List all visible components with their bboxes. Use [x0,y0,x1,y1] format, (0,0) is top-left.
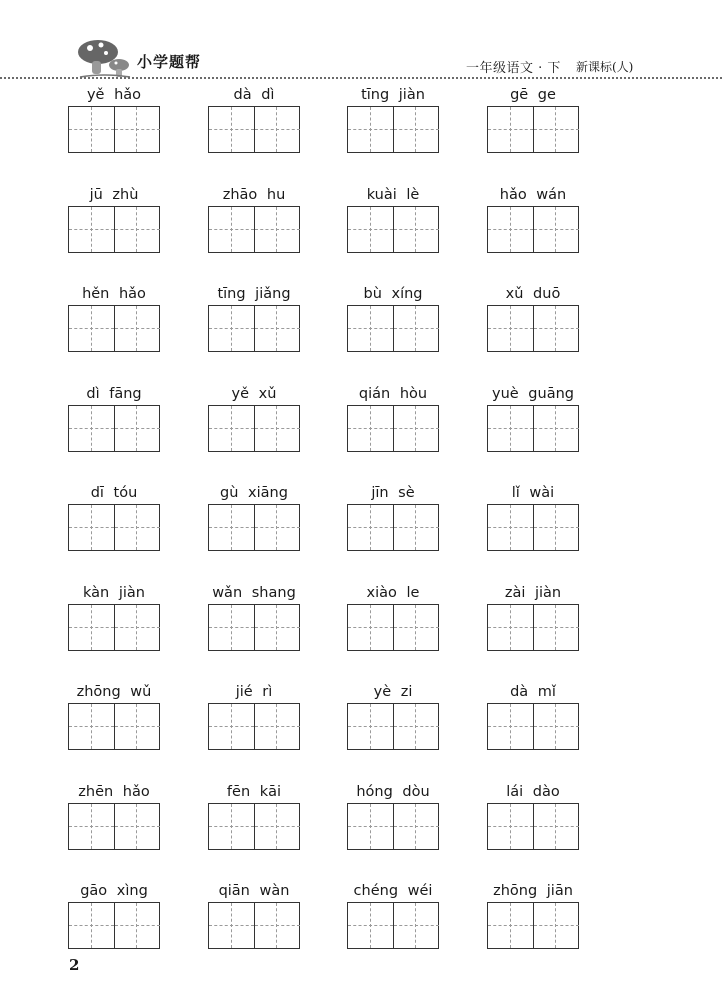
writing-box[interactable] [487,206,579,253]
pinyin-label: gù xiāng [220,485,288,501]
tian-zi-cell[interactable] [348,107,393,152]
writing-box[interactable] [68,803,160,850]
guide-line-horizontal [115,328,160,329]
pinyin-label: xiào le [366,584,420,601]
guide-line-horizontal [115,527,160,528]
word-item [487,279,579,355]
header-divider [0,77,722,79]
tian-zi-cell[interactable] [533,605,578,650]
writing-box[interactable] [347,604,439,651]
tian-zi-cell[interactable] [209,704,254,749]
word-item [487,478,579,554]
pinyin-label: tīng jiǎng [217,286,291,302]
word-item [208,180,300,256]
writing-box[interactable] [68,206,160,253]
word-item [68,777,160,853]
tian-zi-cell[interactable] [209,406,254,451]
guide-line-horizontal [255,328,300,329]
pinyin-label: lǐ wài [511,485,555,501]
word-item [487,80,579,156]
pinyin-label: xǔ duō [505,286,561,302]
guide-line-horizontal [255,129,300,130]
guide-line-horizontal [488,328,533,329]
pinyin-label: qiān wàn [218,883,290,899]
tian-zi-cell[interactable] [348,207,393,252]
writing-box[interactable] [347,206,439,253]
pinyin-label: gāo xìng [80,883,148,899]
tian-zi-cell[interactable] [393,505,438,550]
tian-zi-cell[interactable] [348,406,393,451]
word-item [347,478,439,554]
guide-line-horizontal [69,229,114,230]
guide-line-horizontal [69,428,114,429]
guide-line-horizontal [209,527,254,528]
guide-line-horizontal [394,925,439,926]
guide-line-horizontal [394,627,439,628]
writing-box[interactable] [208,106,300,153]
pinyin-label: hǎo wán [499,186,567,203]
word-item [68,279,160,355]
guide-line-horizontal [348,527,393,528]
word-item [487,677,579,753]
tian-zi-cell[interactable] [209,903,254,948]
grade-label: 一年级语文 · 下 [466,61,561,76]
guide-line-horizontal [115,627,160,628]
pinyin-label: fēn kāi [226,783,282,800]
guide-line-horizontal [209,726,254,727]
tian-zi-cell[interactable] [209,306,254,351]
word-item [347,379,439,455]
tian-zi-cell[interactable] [114,107,159,152]
tian-zi-cell[interactable] [69,804,114,849]
guide-line-horizontal [394,428,439,429]
guide-line-horizontal [255,925,300,926]
guide-line-horizontal [394,826,439,827]
tian-zi-cell[interactable] [69,306,114,351]
pinyin-label: lái dào [506,783,560,800]
tian-zi-cell[interactable] [114,903,159,948]
guide-line-horizontal [348,229,393,230]
writing-box[interactable] [487,803,579,850]
pinyin-label: gē ge [510,87,556,103]
guide-line-horizontal [115,428,160,429]
tian-zi-cell[interactable] [393,605,438,650]
guide-line-horizontal [534,428,579,429]
guide-line-horizontal [488,428,533,429]
tian-zi-cell[interactable] [114,306,159,351]
guide-line-horizontal [209,129,254,130]
guide-line-horizontal [534,527,579,528]
writing-box[interactable] [487,405,579,452]
writing-box[interactable] [487,504,579,551]
tian-zi-cell[interactable] [69,505,114,550]
guide-line-horizontal [348,129,393,130]
tian-zi-cell[interactable] [488,207,533,252]
writing-box[interactable] [208,902,300,949]
guide-line-horizontal [534,229,579,230]
page-header [0,0,722,80]
tian-zi-cell[interactable] [254,903,299,948]
word-item [68,180,160,256]
writing-box[interactable] [208,803,300,850]
guide-line-horizontal [69,527,114,528]
tian-zi-cell[interactable] [254,804,299,849]
writing-box[interactable] [208,703,300,750]
word-item [68,677,160,753]
guide-line-horizontal [348,726,393,727]
word-item [487,180,579,256]
guide-line-horizontal [534,925,579,926]
pinyin-label: bù xíng [363,286,423,302]
word-item [487,379,579,455]
guide-line-horizontal [394,328,439,329]
word-item [68,578,160,654]
edition-label: 新课标(人) [576,60,634,74]
guide-line-horizontal [255,726,300,727]
guide-line-horizontal [209,229,254,230]
writing-box[interactable] [487,703,579,750]
tian-zi-cell[interactable] [209,107,254,152]
writing-box[interactable] [68,703,160,750]
pinyin-label: dī tóu [90,485,138,501]
guide-line-horizontal [69,826,114,827]
writing-box[interactable] [347,305,439,352]
word-item [208,677,300,753]
guide-line-horizontal [69,129,114,130]
guide-line-horizontal [348,428,393,429]
guide-line-horizontal [115,826,160,827]
guide-line-horizontal [115,129,160,130]
tian-zi-cell[interactable] [533,107,578,152]
word-item [68,379,160,455]
writing-box[interactable] [208,305,300,352]
guide-line-horizontal [534,627,579,628]
word-item [347,279,439,355]
pinyin-label: zhōng wǔ [76,684,152,700]
pinyin-label: yě hǎo [86,87,142,103]
writing-box[interactable] [68,405,160,452]
guide-line-horizontal [394,726,439,727]
mushroom-icon [76,36,132,80]
brand-title: 小学题帮 [137,53,202,71]
tian-zi-cell[interactable] [69,704,114,749]
writing-box[interactable] [347,106,439,153]
tian-zi-cell[interactable] [533,804,578,849]
writing-box[interactable] [208,206,300,253]
guide-line-horizontal [115,726,160,727]
tian-zi-cell[interactable] [393,406,438,451]
word-item [347,80,439,156]
pinyin-label: dà dì [233,87,275,103]
guide-line-horizontal [209,328,254,329]
writing-box[interactable] [347,803,439,850]
word-item [347,876,439,952]
tian-zi-cell[interactable] [114,605,159,650]
writing-box[interactable] [487,604,579,651]
word-item [487,876,579,952]
guide-line-horizontal [348,826,393,827]
tian-zi-cell[interactable] [393,107,438,152]
guide-line-horizontal [69,627,114,628]
writing-box[interactable] [208,604,300,651]
guide-line-horizontal [115,925,160,926]
writing-box[interactable] [487,902,579,949]
tian-zi-cell[interactable] [533,306,578,351]
tian-zi-cell[interactable] [488,406,533,451]
guide-line-horizontal [255,229,300,230]
writing-box[interactable] [68,902,160,949]
tian-zi-cell[interactable] [488,704,533,749]
pinyin-label: zhāo hu [222,186,286,203]
tian-zi-cell[interactable] [393,804,438,849]
tian-zi-cell[interactable] [348,306,393,351]
guide-line-horizontal [394,527,439,528]
guide-line-horizontal [209,826,254,827]
tian-zi-cell[interactable] [488,306,533,351]
word-item [68,80,160,156]
guide-line-horizontal [209,925,254,926]
word-item [487,578,579,654]
tian-zi-cell[interactable] [69,207,114,252]
tian-zi-cell[interactable] [114,505,159,550]
word-item [208,578,300,654]
guide-line-horizontal [255,527,300,528]
tian-zi-cell[interactable] [69,406,114,451]
tian-zi-cell[interactable] [114,406,159,451]
tian-zi-cell[interactable] [533,903,578,948]
pinyin-label: jīn sè [371,485,415,501]
writing-box[interactable] [347,902,439,949]
word-item [68,876,160,952]
word-item [68,478,160,554]
writing-box[interactable] [68,106,160,153]
tian-zi-cell[interactable] [254,207,299,252]
word-item [208,379,300,455]
tian-zi-cell[interactable] [114,207,159,252]
tian-zi-cell[interactable] [533,505,578,550]
word-item [208,279,300,355]
guide-line-horizontal [488,826,533,827]
tian-zi-cell[interactable] [488,505,533,550]
guide-line-horizontal [534,328,579,329]
tian-zi-cell[interactable] [209,505,254,550]
guide-line-horizontal [394,129,439,130]
guide-line-horizontal [488,229,533,230]
writing-box[interactable] [487,305,579,352]
guide-line-horizontal [488,925,533,926]
guide-line-horizontal [69,328,114,329]
pinyin-label: zhēn hǎo [78,783,150,800]
tian-zi-cell[interactable] [69,605,114,650]
word-item [347,180,439,256]
word-item [208,777,300,853]
guide-line-horizontal [534,726,579,727]
writing-box[interactable] [208,405,300,452]
pinyin-label: chéng wéi [353,883,433,899]
pinyin-label: dì fāng [86,385,142,402]
tian-zi-cell[interactable] [393,704,438,749]
guide-line-horizontal [255,428,300,429]
tian-zi-cell[interactable] [393,207,438,252]
pinyin-label: jié rì [235,684,273,700]
tian-zi-cell[interactable] [348,505,393,550]
guide-line-horizontal [115,229,160,230]
pinyin-label: yuè guāng [492,385,574,402]
tian-zi-cell[interactable] [348,804,393,849]
tian-zi-cell[interactable] [209,605,254,650]
guide-line-horizontal [534,826,579,827]
page-number: 2 [69,956,80,974]
word-item [487,777,579,853]
tian-zi-cell[interactable] [69,107,114,152]
tian-zi-cell[interactable] [254,605,299,650]
tian-zi-cell[interactable] [393,306,438,351]
tian-zi-cell[interactable] [488,804,533,849]
word-item [347,777,439,853]
word-item [208,478,300,554]
pinyin-label: yě xǔ [231,385,277,402]
tian-zi-cell[interactable] [488,903,533,948]
writing-box[interactable] [347,405,439,452]
pinyin-label: hóng dòu [356,783,430,800]
pinyin-label: hěn hǎo [82,286,146,302]
guide-line-horizontal [488,627,533,628]
writing-box[interactable] [68,305,160,352]
guide-line-horizontal [348,627,393,628]
tian-zi-cell[interactable] [254,306,299,351]
writing-practice-grid [0,80,722,960]
pinyin-label: kuài lè [366,186,420,203]
guide-line-horizontal [488,726,533,727]
guide-line-horizontal [255,826,300,827]
guide-line-horizontal [488,527,533,528]
word-item [347,578,439,654]
word-item [208,80,300,156]
word-item [208,876,300,952]
guide-line-horizontal [255,627,300,628]
pinyin-label: jū zhù [89,186,139,203]
pinyin-label: qián hòu [358,385,428,402]
tian-zi-cell[interactable] [533,406,578,451]
tian-zi-cell[interactable] [533,207,578,252]
guide-line-horizontal [209,627,254,628]
guide-line-horizontal [488,129,533,130]
tian-zi-cell[interactable] [254,704,299,749]
tian-zi-cell[interactable] [348,704,393,749]
tian-zi-cell[interactable] [533,704,578,749]
tian-zi-cell[interactable] [488,605,533,650]
writing-box[interactable] [347,504,439,551]
tian-zi-cell[interactable] [393,903,438,948]
writing-box[interactable] [68,604,160,651]
word-item [347,677,439,753]
tian-zi-cell[interactable] [254,406,299,451]
guide-line-horizontal [394,229,439,230]
guide-line-horizontal [69,726,114,727]
tian-zi-cell[interactable] [209,207,254,252]
guide-line-horizontal [209,428,254,429]
pinyin-label: zhōng jiān [493,883,573,899]
tian-zi-cell[interactable] [69,903,114,948]
pinyin-label: yè zi [373,684,413,700]
tian-zi-cell[interactable] [254,505,299,550]
writing-box[interactable] [208,504,300,551]
pinyin-label: zài jiàn [504,584,562,601]
guide-line-horizontal [69,925,114,926]
pinyin-label: wǎn shang [212,584,296,601]
tian-zi-cell[interactable] [209,804,254,849]
tian-zi-cell[interactable] [348,903,393,948]
pinyin-label: dà mǐ [510,684,556,700]
tian-zi-cell[interactable] [488,107,533,152]
writing-box[interactable] [68,504,160,551]
tian-zi-cell[interactable] [254,107,299,152]
guide-line-horizontal [348,328,393,329]
tian-zi-cell[interactable] [348,605,393,650]
guide-line-horizontal [534,129,579,130]
writing-box[interactable] [347,703,439,750]
guide-line-horizontal [348,925,393,926]
writing-box[interactable] [487,106,579,153]
tian-zi-cell[interactable] [114,804,159,849]
pinyin-label: tīng jiàn [361,87,425,103]
tian-zi-cell[interactable] [114,704,159,749]
pinyin-label: kàn jiàn [83,584,145,601]
